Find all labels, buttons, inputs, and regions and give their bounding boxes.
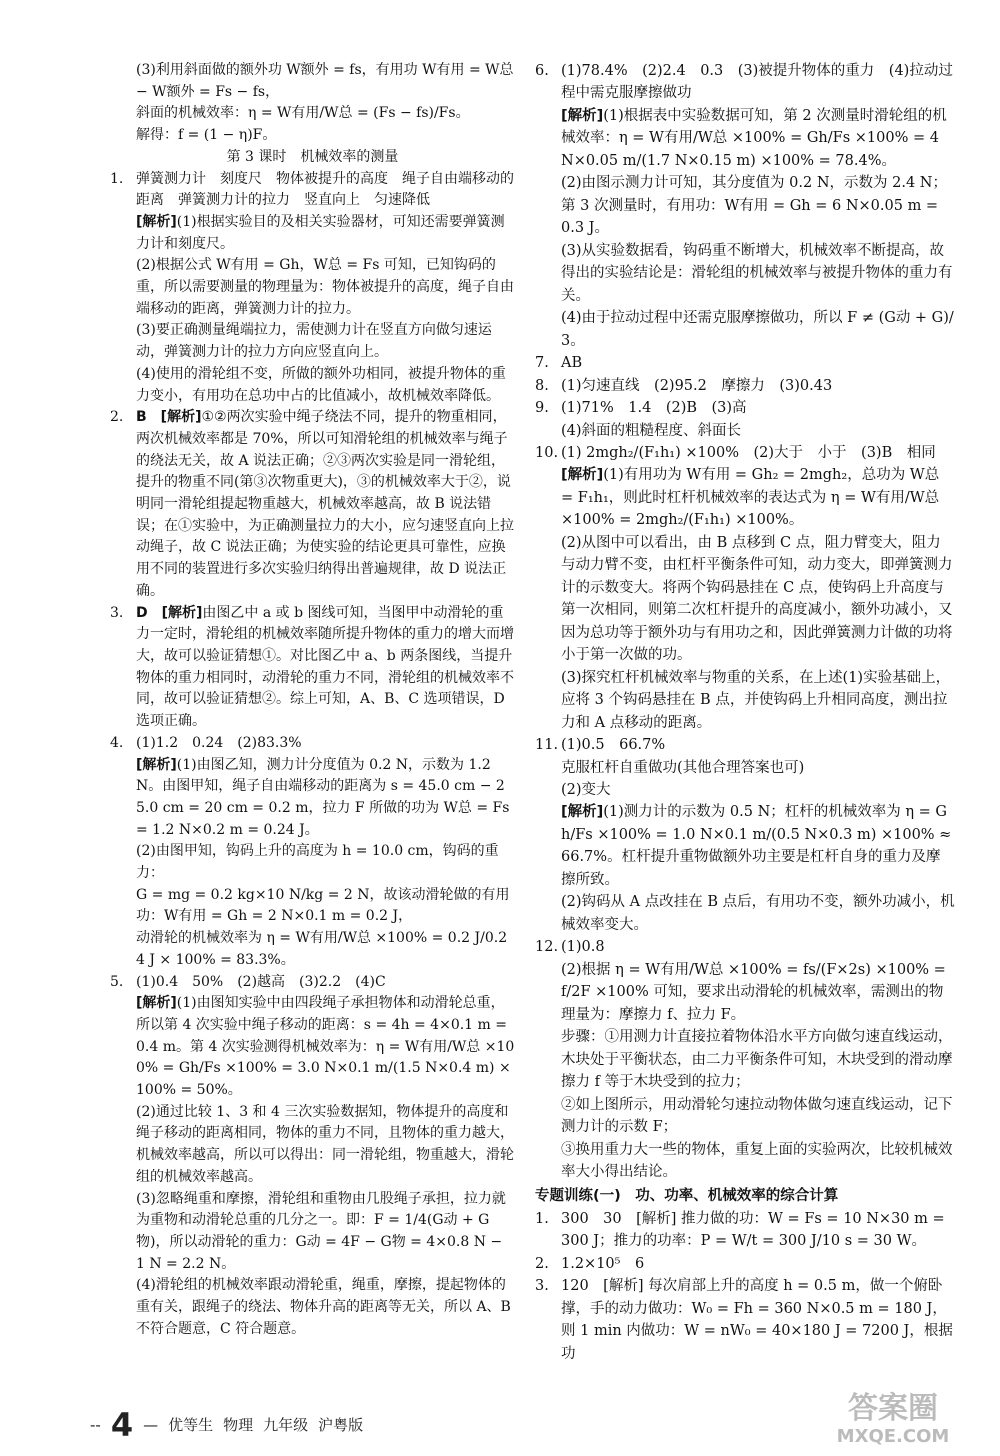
watermark-line2: MXQE.COM xyxy=(836,1426,950,1447)
left-paragraph xyxy=(110,993,515,1102)
analysis-tag: [解析] xyxy=(561,804,604,821)
item-number: 2. xyxy=(535,1255,549,1272)
right-paragraph xyxy=(535,397,955,419)
paragraph-text: (2)由图甲知，钩码上升的高度为 h = 10.0 cm，钩码的重力： xyxy=(136,843,499,882)
paragraph-text: (1)测力计的示数为 0.5 N；杠杆的机械效率为 η = Gh/Fs ×100% = 1.0 N×0.1 m/(0.5 N×0.3 m) ×100% ≈ 66.7%。杠杆提升重物做额外功主要是杠杆自身的重力及摩擦所致。 xyxy=(561,804,952,888)
paragraph-text: 步骤：①用测力计直接拉着物体沿水平方向做匀速直线运动，木块处于平衡状态，由二力平衡条件可知，木块受到的滑动摩擦力 f 等于木块受到的拉力； xyxy=(561,1029,953,1091)
right-paragraph xyxy=(535,891,955,936)
analysis-tag: [解析] xyxy=(561,107,604,124)
item-number: 7. xyxy=(535,355,549,372)
paragraph-text: (1)0.5 66.7% xyxy=(561,737,666,754)
item-number: 10. xyxy=(535,444,559,461)
analysis-tag: B [解析] xyxy=(136,409,202,426)
left-paragraph xyxy=(110,1189,515,1276)
item-number: 12. xyxy=(535,939,559,956)
left-paragraph xyxy=(110,733,515,755)
left-paragraph xyxy=(110,407,515,602)
paragraph-text: AB xyxy=(561,355,583,372)
book-title: 优等生 xyxy=(168,1415,214,1434)
paragraph-text: 动滑轮的机械效率为 η = W有用/W总 ×100% = 0.2 J/0.24 J × 100% = 83.3%。 xyxy=(136,930,508,968)
analysis-tag: [解析] xyxy=(561,467,604,484)
right-paragraph xyxy=(535,172,955,239)
left-paragraph xyxy=(110,841,515,884)
footer-dash: — xyxy=(143,1415,159,1434)
right-paragraph xyxy=(535,464,955,531)
analysis-tag: [解析] xyxy=(136,995,177,1012)
right-paragraph xyxy=(535,779,955,801)
analysis-tag: [解析] xyxy=(136,213,177,230)
paragraph-text: 1.2×10⁵ 6 xyxy=(561,1255,645,1272)
paragraph-text: (2)根据 η = W有用/W总 ×100% = fs/(F×2s) ×100% = f/2F ×100% 可知，要求出动滑轮的机械效率，需测出的物理量为：摩擦力 f、拉力 F。 xyxy=(561,961,946,1023)
paragraph-text: (1)71% 1.4 (2)B (3)高 xyxy=(561,400,747,417)
paragraph-text: (4)滑轮组的机械效率跟动滑轮重，绳重，摩擦，提起物体的重有关，跟绳子的绕法、物体升高的距离等无关，所以 A、B 不符合题意，C 符合题意。 xyxy=(136,1277,511,1337)
paragraph-text: (1)根据表中实验数据可知，第 2 次测量时滑轮组的机械效率：η = W有用/W总 ×100% = Gh/Fs ×100% = 4 N×0.05 m/(1.7 N×0.15 m) ×100% = 78.4%。 xyxy=(561,107,947,169)
paragraph-text: G = mg = 0.2 kg×10 N/kg = 2 N，故该动滑轮做的有用功：W有用 = Gh = 2 N×0.1 m = 0.2 J， xyxy=(136,886,510,925)
left-paragraph xyxy=(110,928,515,971)
paragraph-text: (1)0.8 xyxy=(561,939,605,956)
left-paragraph xyxy=(110,1102,515,1189)
right-paragraph xyxy=(535,667,955,734)
item-number: 6. xyxy=(535,63,549,79)
paragraph-text: ②如上图所示，用动滑轮匀速拉动物体做匀速直线运动，记下测力计的示数 F； xyxy=(561,1096,953,1136)
left-paragraph xyxy=(110,364,515,407)
item-number: 8. xyxy=(535,377,549,394)
paragraph-text: (2)根据公式 W有用 = Gh，W总 = Fs 可知，已知钩码的重，所以需要测量的物理量为：物体被提升的高度，绳子自由端移动的距离，弹簧测力计的拉力。 xyxy=(136,257,514,317)
watermark-logo xyxy=(808,1388,978,1448)
paragraph-text: (1)由图知实验中由四段绳子承担物体和动滑轮总重，所以第 4 次实验中绳子移动的距离：s = 4h = 4×0.1 m = 0.4 m。第 4 次实验测得机械效率为：η = W有用/W总 ×100% = Gh/Fs ×100% = 3.0 N×0.1 m/(1.5 N×0.4 m) ×100% = 50%。 xyxy=(136,995,515,1099)
paragraph-text: (1) 2mgh₂/(F₁h₁) ×100% (2)大于 小于 (3)B 相同 xyxy=(561,444,936,461)
paragraph-text: (4)使用的滑轮组不变，所做的额外功相同，被提升物体的重力变小，有用功在总功中占的比值减小，故机械效率降低。 xyxy=(136,365,506,404)
paragraph-text: 解得：f = (1 − η)F。 xyxy=(136,127,277,144)
item-number: 3. xyxy=(535,1278,549,1295)
item-number: 3. xyxy=(110,604,124,621)
right-paragraph xyxy=(535,420,955,442)
paragraph-text: (1)由图乙知，测力计分度值为 0.2 N，示数为 1.2 N。由图甲知，绳子自由端移动的距离为 s = 45.0 cm − 25.0 cm = 20 cm = 0.2 m，拉力 F 所做的功为 W总 = Fs = 1.2 N×0.2 m = 0.24 J。 xyxy=(136,756,510,838)
left-paragraph xyxy=(110,755,515,842)
right-paragraph xyxy=(535,240,955,307)
left-paragraph xyxy=(110,320,515,363)
paragraph-text: (3)利用斜面做的额外功 W额外 = fs，有用功 W有用 = W总 − W额外 = Fs − fs， xyxy=(136,62,514,100)
right-column xyxy=(535,60,955,1365)
right-paragraph xyxy=(535,105,955,172)
paragraph-text: (4)由于拉动过程中还需克服摩擦做功，所以 F ≠ (G动 + G)/3。 xyxy=(561,310,954,349)
paragraph-text: (3)忽略绳重和摩擦，滑轮组和重物由几股绳子承担，拉力就为重物和动滑轮总重的几分之一。即：F = 1/4(G动 + G物)，所以动滑轮的重力：G动 = 4F − G物 = 4×0.8 N − 1 N = 2.2 N。 xyxy=(136,1190,506,1272)
analysis-tag: [解析] xyxy=(136,756,177,773)
item-number: 4. xyxy=(110,734,124,751)
watermark-line1: 答案圈 xyxy=(848,1391,938,1426)
left-paragraph xyxy=(110,147,515,169)
left-paragraph xyxy=(110,885,515,928)
paragraph-text: ③换用重力大一些的物体，重复上面的实验两次，比较机械效率大小得出结论。 xyxy=(561,1141,953,1180)
right-paragraph xyxy=(535,1185,955,1207)
left-paragraph xyxy=(110,125,515,147)
item-number: 1. xyxy=(535,1210,549,1227)
paragraph-text: (1)1.2 0.24 (2)83.3% xyxy=(136,734,302,751)
right-paragraph xyxy=(535,1026,955,1093)
footer-dash: -- xyxy=(90,1415,101,1434)
left-paragraph xyxy=(110,1275,515,1340)
paragraph-text: (2)钩码从 A 点改挂在 B 点后，有用功不变，额外功减小，机械效率变大。 xyxy=(561,894,955,933)
right-paragraph xyxy=(535,352,955,374)
item-number: 2. xyxy=(110,409,124,426)
paragraph-text: 斜面的机械效率：η = W有用/W总 = (Fs − fs)/Fs。 xyxy=(136,105,470,122)
paragraph-text: (3)从实验数据看，钩码重不断增大，机械效率不断提高，故得出的实验结论是：滑轮组的机械效率与被提升物体的重力有关。 xyxy=(561,242,953,304)
left-paragraph xyxy=(110,255,515,320)
right-paragraph xyxy=(535,1275,955,1365)
page-number: 4 xyxy=(110,1405,134,1444)
paragraph-text: ①②两次实验中绳子绕法不同，提升的物重相同，两次机械效率都是 70%，所以可知滑轮组的机械效率与绳子的绕法无关，故 A 说法正确；②③两次实验是同一滑轮组，提升的物重不同(第③次物重更大)，③的机械效率大于②，说明同一滑轮组提起物重越大，机械效率越高，故 B 说法错误；在①实验中，为正确测量拉力的大小，应匀速竖直向上拉动绳子，故 C 说法正确；为使实验的结论更具可靠性，应换用不同的装置进行多次实验归纳得出普遍规律，故 D 说法正确。 xyxy=(136,409,514,599)
item-number: 1. xyxy=(110,170,124,187)
right-paragraph xyxy=(535,801,955,891)
right-paragraph xyxy=(535,375,955,397)
paragraph-text: 由图乙中 a 或 b 图线可知，当图甲中动滑轮的重力一定时，滑轮组的机械效率随所提升物体的重力的增大而增大，故可以验证猜想①。对比图乙中 a、b 两条图线，当提升物体的重力相同时，动滑轮的重力不同，滑轮组的机械效率不同，故可以验证猜想②。综上可知，A、B、C 选项错误，D 选项正确。 xyxy=(136,604,514,730)
left-paragraph xyxy=(110,169,515,212)
right-paragraph xyxy=(535,307,955,352)
left-paragraph xyxy=(110,60,515,103)
right-paragraph xyxy=(535,60,955,105)
left-paragraph xyxy=(110,212,515,255)
subject-label: 物理 xyxy=(223,1415,254,1434)
paragraph-text: (3)探究杠杆机械效率与物重的关系，在上述(1)实验基础上，应将 3 个钩码悬挂在 B 点，并使钩码上升相同高度，测出拉力和 A 点移动的距离。 xyxy=(561,669,951,731)
right-paragraph xyxy=(535,1253,955,1275)
item-number: 9. xyxy=(535,400,549,417)
paragraph-text: (1)0.4 50% (2)越高 (3)2.2 (4)C xyxy=(136,973,386,990)
left-paragraph xyxy=(110,972,515,994)
paragraph-text: (1)有用功为 W有用 = Gh₂ = 2mgh₂，总功为 W总 = F₁h₁，则此时杠杆机械效率的表达式为 η = W有用/W总 ×100% = 2mgh₂/(F₁h₁) ×100%。 xyxy=(561,467,940,529)
paragraph-text: 第 3 课时 机械效率的测量 xyxy=(226,148,399,165)
paragraph-text: 弹簧测力计 刻度尺 物体被提升的高度 绳子自由端移动的距离 弹簧测力计的拉力 竖直向上 匀速降低 xyxy=(136,170,514,209)
left-column xyxy=(110,60,515,1340)
page-footer xyxy=(90,1405,363,1445)
grade-label: 九年级 xyxy=(263,1415,309,1434)
right-paragraph xyxy=(535,1208,955,1253)
paragraph-text: (4)斜面的粗糙程度、斜面长 xyxy=(561,422,742,439)
right-paragraph xyxy=(535,959,955,1026)
edition-label: 沪粤版 xyxy=(318,1415,364,1434)
left-paragraph xyxy=(110,103,515,125)
paragraph-text: 克服杠杆自重做功(其他合理答案也可) xyxy=(561,759,805,776)
paragraph-text: (1)78.4% (2)2.4 0.3 (3)被提升物体的重力 (4)拉动过程中需克服摩擦做功 xyxy=(561,63,953,102)
paragraph-text: (2)通过比较 1、3 和 4 三次实验数据知，物体提升的高度和绳子移动的距离相同，物体的重力不同，且物体的重力越大，机械效率越高，所以可以得出：同一滑轮组，物重越大，滑轮组的机械效率越高。 xyxy=(136,1103,514,1185)
paragraph-text: (3)要正确测量绳端拉力，需使测力计在竖直方向做匀速运动，弹簧测力计的拉力方向应竖直向上。 xyxy=(136,322,492,361)
right-paragraph xyxy=(535,442,955,464)
right-paragraph xyxy=(535,936,955,958)
paragraph-text: 专题训练(一) 功、功率、机械效率的综合计算 xyxy=(535,1188,839,1205)
paragraph-text: (2)由图示测力计可知，其分度值为 0.2 N，示数为 2.4 N；第 3 次测量时，有用功：W有用 = Gh = 6 N×0.05 m = 0.3 J。 xyxy=(561,175,947,237)
right-paragraph xyxy=(535,734,955,756)
paragraph-text: 300 30 [解析] 推力做的功：W = Fs = 10 N×30 m = 300 J；推力的功率：P = W/t = 300 J/10 s = 30 W。 xyxy=(561,1210,945,1250)
paragraph-text: (2)从图中可以看出，由 B 点移到 C 点，阻力臂变大，阻力与动力臂不变，由杠杆平衡条件可知，动力变大，即弹簧测力计的示数变大。将两个钩码悬挂在 C 点，使钩码上升高度与第一次相同，则第二次杠杆提升的高度减小，额外功减小，又因为总功等于额外功与有用功之和，因此弹簧测力计做的功将小于第一次做的功。 xyxy=(561,534,953,664)
paragraph-text: (1)匀速直线 (2)95.2 摩擦力 (3)0.43 xyxy=(561,377,833,394)
right-paragraph xyxy=(535,1094,955,1139)
analysis-tag: D [解析] xyxy=(136,604,203,621)
right-paragraph xyxy=(535,1139,955,1184)
right-paragraph xyxy=(535,757,955,779)
left-paragraph xyxy=(110,603,515,733)
paragraph-text: 120 [解析] 每次肩部上升的高度 h = 0.5 m，做一个俯卧撑，手的动力做功：W₀ = Fh = 360 N×0.5 m = 180 J，则 1 min 内做功：W = nW₀ = 40×180 J = 7200 J，根据功 xyxy=(561,1278,953,1362)
right-paragraph xyxy=(535,532,955,667)
paragraph-text: (2)变大 xyxy=(561,782,611,798)
item-number: 11. xyxy=(535,737,559,754)
item-number: 5. xyxy=(110,973,124,990)
paragraph-text: (1)根据实验目的及相关实验器材，可知还需要弹簧测力计和刻度尺。 xyxy=(136,213,505,252)
